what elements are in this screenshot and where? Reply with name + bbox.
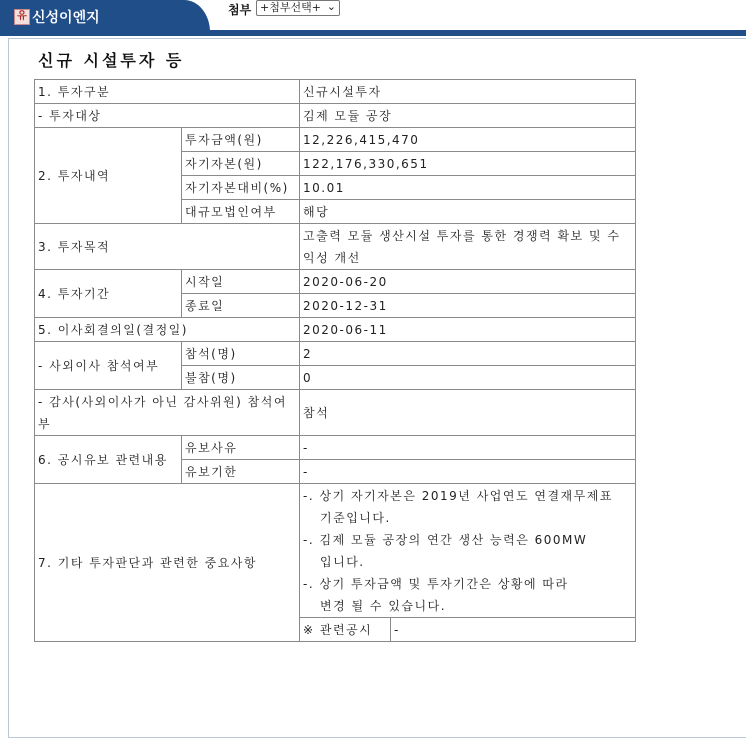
document-title: 신규 시설투자 등: [38, 51, 185, 70]
table-row: [35, 128, 636, 152]
absent-label: 불참(명): [182, 366, 300, 390]
details-label: 2. 투자내역: [35, 128, 182, 224]
board-value: 2020-06-11: [300, 318, 636, 342]
reason-value: -: [300, 436, 636, 460]
note-line: -. 상기 자기자본은 2019년 사업연도 연결재무제표: [303, 489, 613, 503]
amount-label: 투자금액(원): [182, 128, 300, 152]
category-value: 신규시설투자: [300, 80, 636, 104]
table-row: [35, 436, 636, 460]
board-label: 5. 이사회결의일(결정일): [35, 318, 300, 342]
note-line: -. 김제 모듈 공장의 연간 생산 능력은 600MW: [303, 533, 588, 547]
table-row: [35, 104, 636, 128]
chevron-down-icon: ⌄: [326, 0, 336, 13]
end-value: 2020-12-31: [300, 294, 636, 318]
large-corp-label: 대규모법인여부: [182, 200, 300, 224]
company-name[interactable]: 신성이엔지: [32, 10, 100, 26]
table-row: [35, 342, 636, 366]
equity-label: 자기자본(원): [182, 152, 300, 176]
auditor-label: - 감사(사외이사가 아닌 감사위원) 참석여부: [35, 390, 300, 436]
notes-cell: [300, 484, 636, 618]
attend-value: 2: [300, 342, 636, 366]
target-value: 김제 모듈 공장: [300, 104, 636, 128]
top-bar: [0, 0, 746, 32]
company-badge-icon: 유: [14, 9, 30, 25]
related-label: ※ 관련공시: [300, 618, 391, 642]
period-label: 4. 투자기간: [35, 270, 182, 318]
note-line: 변경 될 수 있습니다.: [320, 599, 447, 613]
reason-label: 유보사유: [182, 436, 300, 460]
end-label: 종료일: [182, 294, 300, 318]
deadline-label: 유보기한: [182, 460, 300, 484]
table-row: [35, 484, 636, 618]
auditor-value: 참석: [300, 390, 636, 436]
table-row: [35, 224, 636, 270]
ratio-label: 자기자본대비(%): [182, 176, 300, 200]
related-value: -: [391, 618, 636, 642]
equity-value: 122,176,330,651: [300, 152, 636, 176]
absent-value: 0: [300, 366, 636, 390]
category-label: 1. 투자구분: [35, 80, 300, 104]
attend-label: 참석(명): [182, 342, 300, 366]
disclosure-table: [34, 79, 636, 642]
attach-select-value: +첨부선택+: [260, 1, 321, 14]
start-label: 시작일: [182, 270, 300, 294]
table-row: [35, 270, 636, 294]
other-label: 7. 기타 투자판단과 관련한 중요사항: [35, 484, 300, 642]
start-value: 2020-06-20: [300, 270, 636, 294]
attach-label: 첨부: [228, 3, 252, 17]
target-label: - 투자대상: [35, 104, 300, 128]
note-line: 입니다.: [320, 555, 365, 569]
attach-select[interactable]: [256, 0, 340, 16]
purpose-value: 고출력 모듈 생산시설 투자를 통한 경쟁력 확보 및 수익성 개선: [300, 224, 636, 270]
outside-director-label: - 사외이사 참석여부: [35, 342, 182, 390]
ratio-value: 10.01: [300, 176, 636, 200]
large-corp-value: 해당: [300, 200, 636, 224]
header-divider: [0, 30, 746, 36]
table-row: [35, 80, 636, 104]
amount-value: 12,226,415,470: [300, 128, 636, 152]
note-line: 기준입니다.: [320, 511, 391, 525]
table-row: [35, 390, 636, 436]
purpose-label: 3. 투자목적: [35, 224, 300, 270]
company-tab: [0, 0, 210, 32]
disclosure-label: 6. 공시유보 관련내용: [35, 436, 182, 484]
table-row: [35, 318, 636, 342]
deadline-value: -: [300, 460, 636, 484]
note-line: -. 상기 투자금액 및 투자기간은 상황에 따라: [303, 577, 569, 591]
